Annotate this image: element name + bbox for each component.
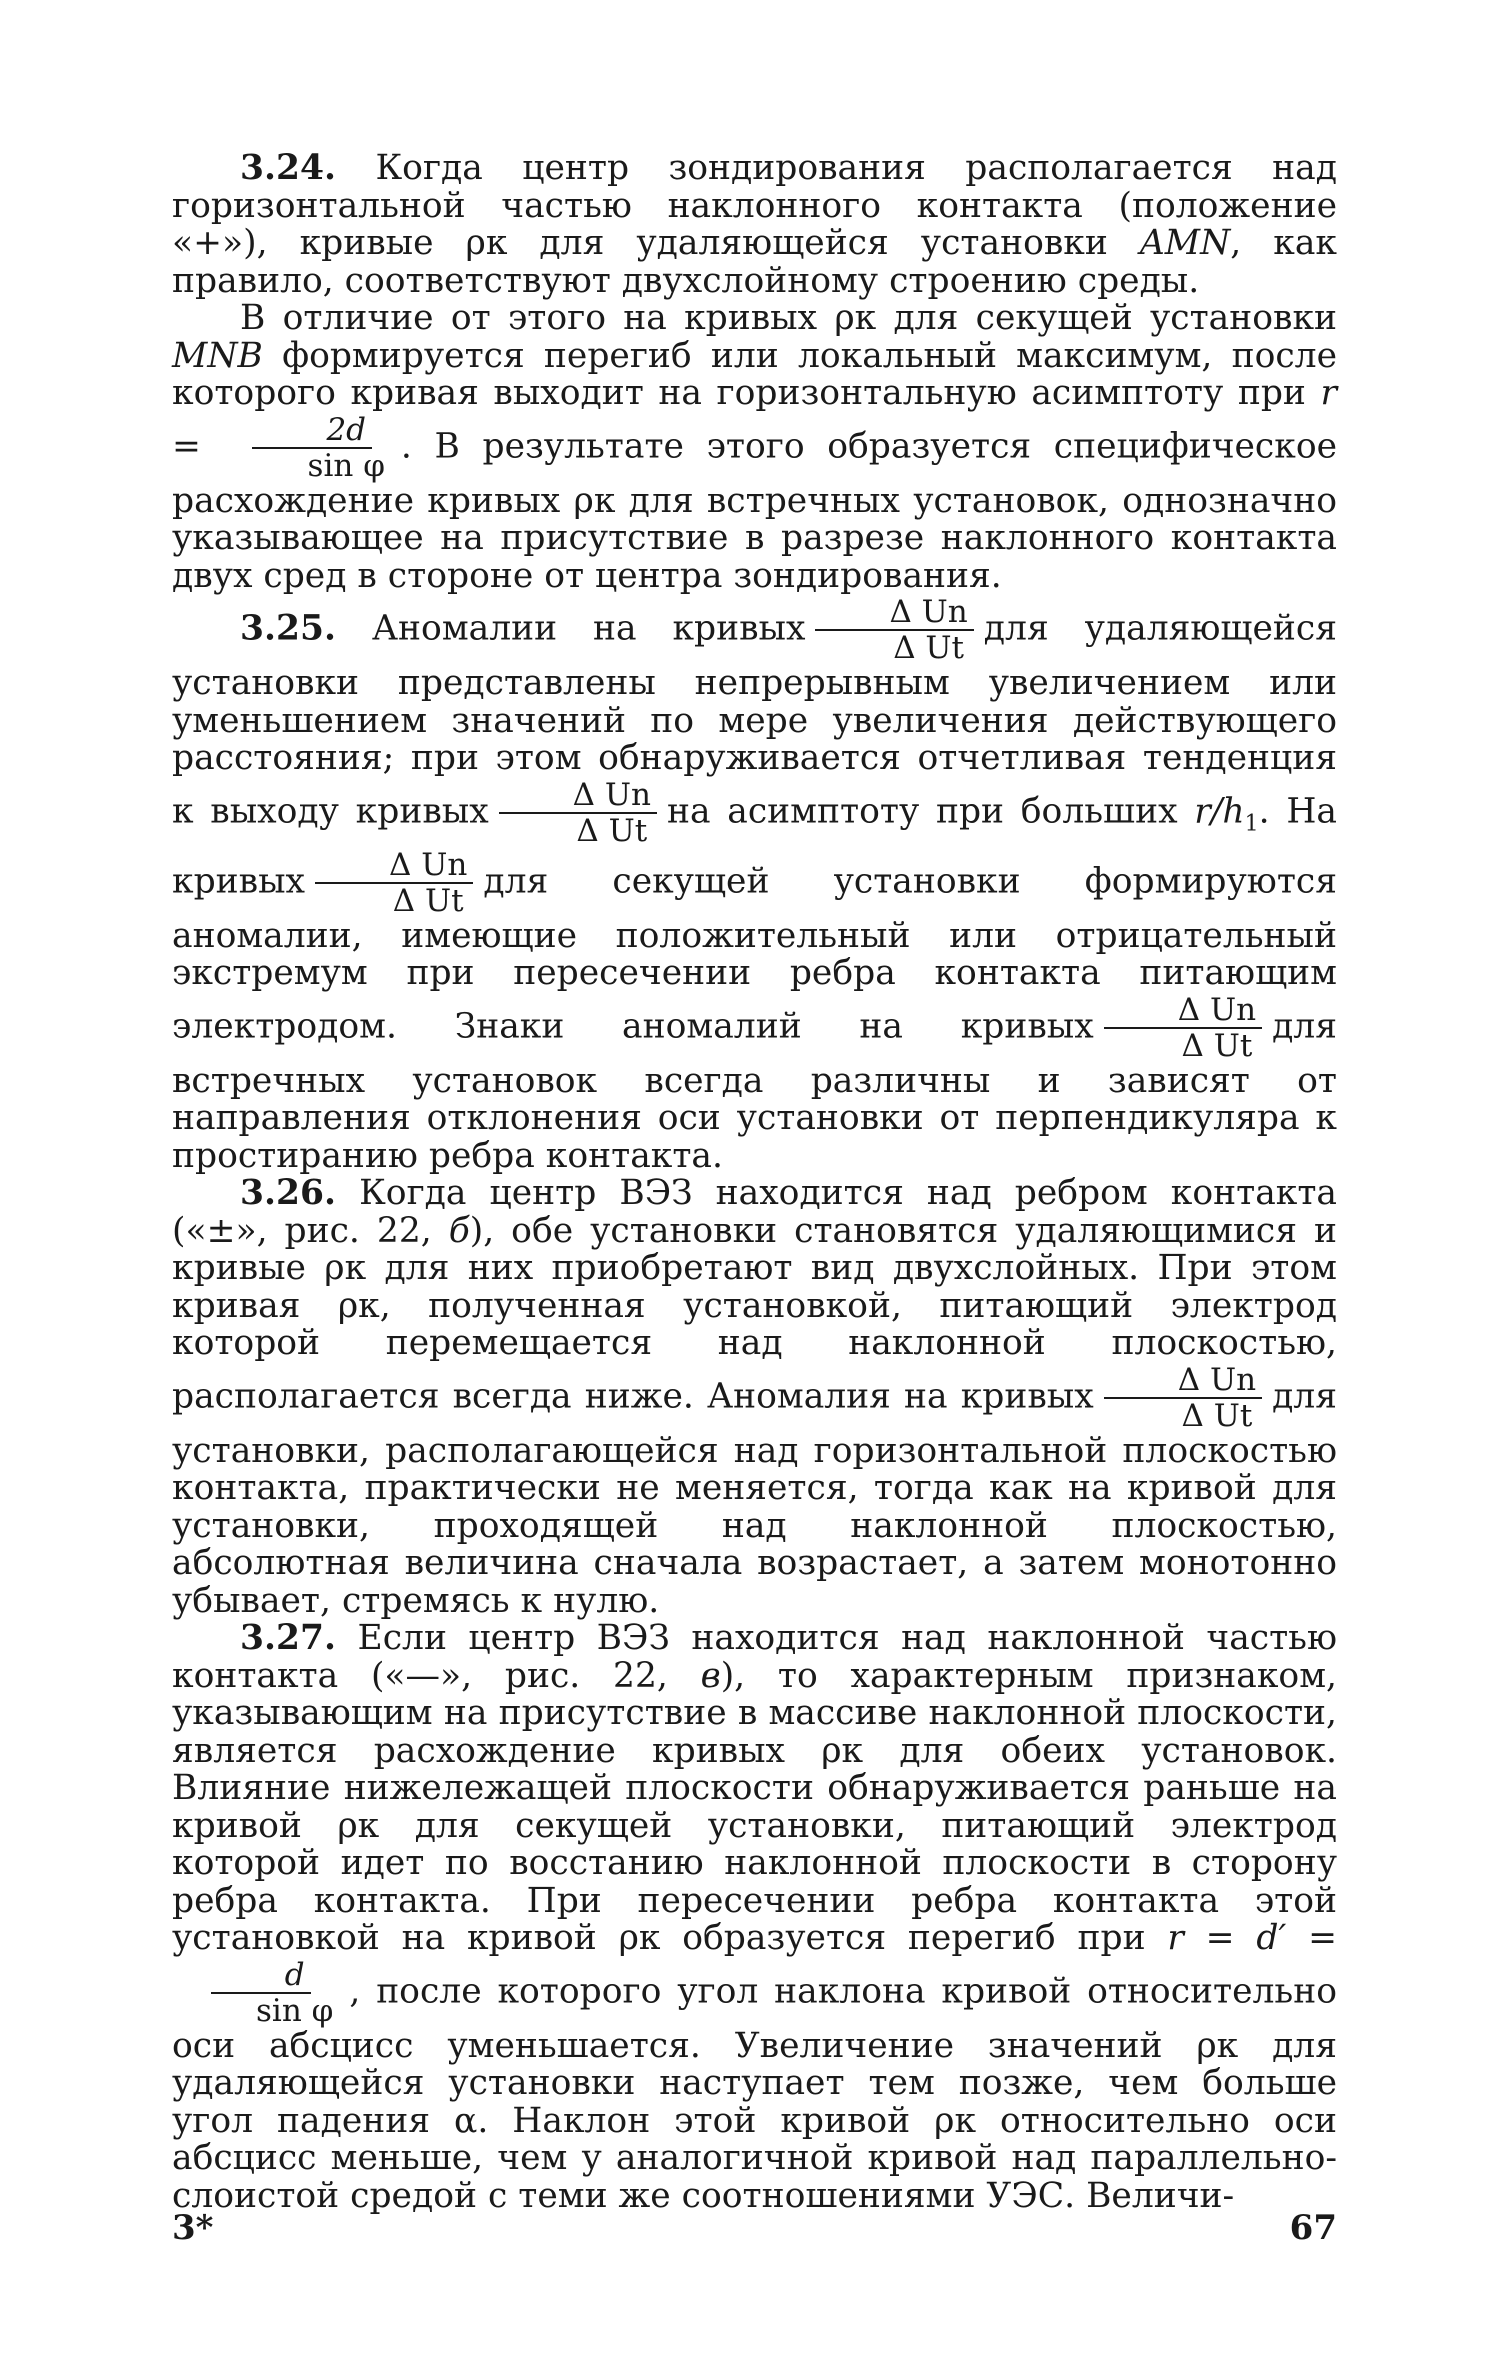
math-var: r/h: [1194, 791, 1245, 831]
fraction-numerator: 2d: [252, 413, 372, 449]
text-run: ), то характерным признаком, указывающим на присутствие в массиве наклонной плоскости, является расхождение кривых ρк для обеих установок. Влияние нижележащей плоскости обнаруживается раньше на кривой ρк для секущей установки, питающий электрод которой идет по восстанию наклонной плоскости в сторону ребра контакта. При пересечении ребра контакта этой установкой на кривой ρк образуется перегиб при: [172, 1655, 1337, 1958]
fraction-denominator: Δ Ut: [392, 882, 464, 919]
text-run: формируется перегиб или локальный максимум, после которого кривая выходит на горизонтальную асимптоту при: [172, 335, 1337, 413]
fraction-denominator: Δ Ut: [893, 630, 965, 666]
math-eq: =: [172, 426, 224, 466]
paragraph-3-24: [172, 150, 1337, 300]
fraction-numerator: Δ Un: [315, 848, 473, 884]
fraction: [182, 1958, 339, 2028]
setup-label: MNB: [172, 335, 263, 376]
body-text: [172, 150, 1337, 2215]
fraction-denominator: Δ Ut: [1181, 1027, 1253, 1064]
fraction: [315, 848, 473, 918]
fraction-numerator: Δ Un: [499, 778, 657, 814]
section-number: 3.27.: [240, 1618, 337, 1658]
text-run: для удаляющейся установки представлены непрерывным увеличением или уменьшением значений по мере увеличения действующего расстояния; при этом обнаруживается отчетливая тенденция к выходу кривых: [172, 608, 1337, 831]
text-run: Аномалии на кривых: [336, 608, 806, 649]
text-run: для встречных установок всегда различны и зависят от направления отклонения оси установки от перпендикуляра к простиранию ребра контакта.: [172, 1006, 1337, 1176]
math-var: r: [1320, 373, 1337, 413]
page-number: 67: [1289, 2208, 1337, 2248]
fraction: [234, 413, 391, 483]
section-number: 3.25.: [240, 608, 337, 649]
text-run: Когда центр ВЭЗ находится над ребром контакта («±», рис. 22,: [172, 1173, 1337, 1251]
text-run: , как правило, соответствуют двухслойному строению среды.: [172, 223, 1337, 301]
text-run: , после которого угол наклона кривой относительно оси абсцисс уменьшается. Увеличение значений ρк для удаляющейся установки наступает тем позже, чем больше угол падения α. Наклон этой кривой ρк относительно оси абсцисс меньше, чем у аналогичной кривой над параллельно-слоистой средой с теми же соотношениями УЭС. Величи-: [172, 1971, 1337, 2216]
text-run: Если центр ВЭЗ находится над наклонной частью контакта («—», рис. 22,: [172, 1618, 1337, 1696]
text-run: ), обе установки становятся удаляющимися и кривые ρк для них приобретают вид двухслойных. При этом кривая ρк, полученная установкой, питающий электрод которой перемещается над наклонной плоскостью, располагается всегда ниже. Аномалия на кривых: [172, 1210, 1337, 1416]
fraction: [1104, 993, 1262, 1063]
text-run: на асимптоту при больших: [667, 791, 1195, 831]
math-eq: r = d′ =: [1167, 1918, 1338, 1958]
fraction-numerator: Δ Un: [815, 595, 973, 631]
section-number: 3.24.: [240, 148, 337, 188]
signature-mark: 3*: [172, 2208, 214, 2248]
fraction: [499, 778, 657, 848]
figure-ref: б: [448, 1210, 470, 1251]
page-footer: [172, 2208, 1337, 2248]
fraction: [815, 595, 973, 665]
paragraph-3-25: [172, 595, 1337, 1175]
paragraph-3-24-cont: [172, 300, 1337, 595]
text-run: В отличие от этого на кривых ρк для секущей установки: [240, 298, 1337, 338]
fraction-numerator: Δ Un: [1104, 1363, 1262, 1399]
setup-label: AMN: [1139, 223, 1231, 263]
fraction-numerator: Δ Un: [1104, 993, 1262, 1029]
fraction: [1104, 1363, 1262, 1433]
section-number: 3.26.: [240, 1173, 337, 1213]
text-run: Когда центр зондирования располагается над горизонтальной частью наклонного контакта (положение «+»), кривые ρк для удаляющейся установки: [172, 148, 1337, 263]
paragraph-3-27: [172, 1620, 1337, 2215]
fraction-denominator: Δ Ut: [1181, 1397, 1253, 1434]
text-run: для установки, располагающейся над горизонтальной плоскостью контакта, практически не меняется, тогда как на кривой для установки, проходящей над наклонной плоскостью, абсолютная величина сначала возрастает, а затем монотонно убывает, стремясь к нулю.: [172, 1376, 1337, 1621]
text-run: для секущей установки формируются аномалии, имеющие положительный или отрицательный экстремум при пересечении ребра контакта питающим электродом. Знаки аномалий на кривых: [172, 861, 1337, 1046]
subscript: 1: [1244, 810, 1259, 836]
figure-ref: в: [700, 1655, 721, 1696]
fraction-numerator: d: [211, 1958, 311, 1994]
fraction-denominator: sin φ: [307, 447, 385, 484]
fraction-denominator: sin φ: [256, 1992, 334, 2029]
text-run: . На кривых: [172, 791, 1337, 901]
text-run: . В результате этого образуется специфическое расхождение кривых ρк для встречных установок, однозначно указывающее на присутствие в разрезе наклонного контакта двух сред в стороне от центра зондирования.: [172, 426, 1338, 596]
paragraph-3-26: [172, 1175, 1337, 1620]
fraction-denominator: Δ Ut: [576, 812, 648, 849]
